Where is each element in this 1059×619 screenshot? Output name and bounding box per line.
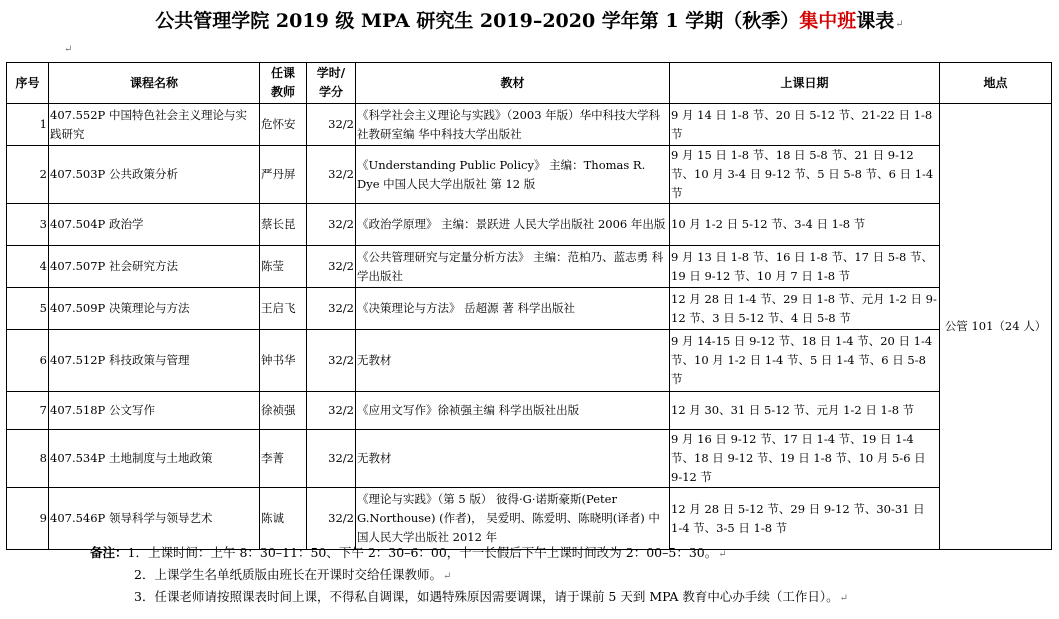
- hours-credits: 32/2: [307, 430, 356, 488]
- location-cell: 公管 101（24 人）: [940, 104, 1052, 550]
- row-number: 9: [7, 488, 49, 550]
- teacher-name: 徐祯强: [260, 392, 307, 430]
- header-hours: [307, 63, 356, 104]
- table-row: [7, 392, 1052, 430]
- class-dates: 12 月 28 日 1-4 节、29 日 1-8 节、元月 1-2 日 9-12 节、3 日 5-12 节、4 日 5-8 节: [670, 288, 940, 330]
- teacher-name: 李菁: [260, 430, 307, 488]
- table-row: [7, 146, 1052, 204]
- table-row: [7, 104, 1052, 146]
- teacher-name: 王启飞: [260, 288, 307, 330]
- note-text: 3．任课老师请按照课表时间上课，不得私自调课，如遇特殊原因需要调课，请于课前 5 天到 MPA 教育中心办手续（工作日）。: [134, 589, 839, 604]
- course-name: 407.509P 决策理论与方法: [49, 288, 260, 330]
- textbook: 《决策理论与方法》 岳超源 著 科学出版社: [356, 288, 670, 330]
- hours-credits: 32/2: [307, 204, 356, 246]
- row-number: 1: [7, 104, 49, 146]
- course-name: 407.552P 中国特色社会主义理论与实践研究: [49, 104, 260, 146]
- table-row: [7, 330, 1052, 392]
- note-text: 1．上课时间：上午 8：30–11：50、下午 2：30–6：00，十一长假后下午上课时间改为 2：00–5：30。: [127, 545, 718, 560]
- course-name: 407.534P 土地制度与土地政策: [49, 430, 260, 488]
- row-number: 3: [7, 204, 49, 246]
- header-dates: 上课日期: [670, 63, 940, 104]
- hours-credits: 32/2: [307, 488, 356, 550]
- hours-credits: 32/2: [307, 246, 356, 288]
- paragraph-mark-icon: ↵: [64, 44, 73, 55]
- class-dates: 9 月 14 日 1-8 节、20 日 5-12 节、21-22 日 1-8 节: [670, 104, 940, 146]
- paragraph-mark-icon: ↵: [442, 571, 452, 582]
- class-dates: 10 月 1-2 日 5-12 节、3-4 日 1-8 节: [670, 204, 940, 246]
- schedule-table: [6, 62, 1052, 550]
- teacher-name: 严丹屏: [260, 146, 307, 204]
- header-hours-line1: 学时/: [316, 66, 346, 80]
- course-name: 407.518P 公文写作: [49, 392, 260, 430]
- note-3: [90, 587, 848, 609]
- note-1: [90, 543, 848, 565]
- header-teacher: [260, 63, 307, 104]
- textbook: 《应用文写作》徐祯强主编 科学出版社出版: [356, 392, 670, 430]
- notes-label: 备注：: [90, 545, 128, 560]
- teacher-name: 钟书华: [260, 330, 307, 392]
- header-no: 序号: [7, 63, 49, 104]
- notes: [90, 543, 848, 609]
- course-name: 407.546P 领导科学与领导艺术: [49, 488, 260, 550]
- course-name: 407.504P 政治学: [49, 204, 260, 246]
- row-number: 6: [7, 330, 49, 392]
- textbook: 《科学社会主义理论与实践》（2003 年版）华中科技大学科社教研室编 华中科技大学出版社: [356, 104, 670, 146]
- textbook: 《政治学原理》 主编：景跃进 人民大学出版社 2006 年出版: [356, 204, 670, 246]
- paragraph-mark-icon: ↵: [839, 593, 849, 604]
- table-row: [7, 204, 1052, 246]
- course-name: 407.503P 公共政策分析: [49, 146, 260, 204]
- hours-credits: 32/2: [307, 146, 356, 204]
- row-number: 4: [7, 246, 49, 288]
- hours-credits: 32/2: [307, 288, 356, 330]
- row-number: 8: [7, 430, 49, 488]
- class-dates: 12 月 28 日 5-12 节、29 日 9-12 节、30-31 日 1-4 节、3-5 日 1-8 节: [670, 488, 940, 550]
- header-teacher-line1: 任课: [270, 66, 295, 80]
- table-row: [7, 288, 1052, 330]
- title-suffix: 课表: [856, 10, 895, 32]
- textbook: 无教材: [356, 430, 670, 488]
- class-dates: 9 月 15 日 1-8 节、18 日 5-8 节、21 日 9-12 节、10 月 3-4 日 9-12 节、5 日 5-8 节、6 日 1-4 节: [670, 146, 940, 204]
- paragraph-mark-icon: ↵: [718, 549, 727, 560]
- title-highlight: 集中班: [799, 10, 857, 32]
- teacher-name: 陈莹: [260, 246, 307, 288]
- title-dash: –: [532, 10, 543, 32]
- textbook: 《公共管理研究与定量分析方法》 主编：范柏乃、蓝志勇 科学出版社: [356, 246, 670, 288]
- header-book: 教材: [356, 63, 670, 104]
- textbook: 无教材: [356, 330, 670, 392]
- class-dates: 9 月 16 日 9-12 节、17 日 1-4 节、19 日 1-4 节、18 日 9-12 节、19 日 1-8 节、10 月 5-6 日 9-12 节: [670, 430, 940, 488]
- course-name: 407.507P 社会研究方法: [49, 246, 260, 288]
- class-dates: 12 月 30、31 日 5-12 节、元月 1-2 日 1-8 节: [670, 392, 940, 430]
- table-row: [7, 430, 1052, 488]
- table-row: [7, 246, 1052, 288]
- title-prefix: 公共管理学院 2019 级 MPA 研究生 2019: [155, 10, 533, 32]
- paragraph-mark-icon: ↵: [895, 19, 904, 30]
- row-number: 5: [7, 288, 49, 330]
- table-header-row: [7, 63, 1052, 104]
- hours-credits: 32/2: [307, 330, 356, 392]
- row-number: 2: [7, 146, 49, 204]
- row-number: 7: [7, 392, 49, 430]
- teacher-name: 蔡长昆: [260, 204, 307, 246]
- title-middle: 2020 学年第 1 学期（秋季）: [542, 10, 800, 32]
- teacher-name: 危怀安: [260, 104, 307, 146]
- hours-credits: 32/2: [307, 104, 356, 146]
- header-hours-line2: 学分: [318, 85, 343, 99]
- textbook: 《理论与实践》（第 5 版） 彼得·G·诺斯豪斯(Peter G.Northouse) (作者)， 吴爱明、陈爱明、陈晓明(译者) 中国人民大学出版社 2012 年: [356, 488, 670, 550]
- class-dates: 9 月 13 日 1-8 节、16 日 1-8 节、17 日 5-8 节、19 日 9-12 节、10 月 7 日 1-8 节: [670, 246, 940, 288]
- header-teacher-line2: 教师: [270, 85, 295, 99]
- class-dates: 9 月 14-15 日 9-12 节、18 日 1-4 节、20 日 1-4 节、10 月 1-2 日 1-4 节、5 日 1-4 节、6 日 5-8 节: [670, 330, 940, 392]
- page-title: [0, 6, 1059, 33]
- header-location: 地点: [940, 63, 1052, 104]
- table-row: [7, 488, 1052, 550]
- course-name: 407.512P 科技政策与管理: [49, 330, 260, 392]
- hours-credits: 32/2: [307, 392, 356, 430]
- note-2: [90, 565, 848, 587]
- note-text: 2．上课学生名单纸质版由班长在开课时交给任课教师。: [134, 567, 442, 582]
- teacher-name: 陈诚: [260, 488, 307, 550]
- textbook: 《Understanding Public Policy》 主编：Thomas R. Dye 中国人民大学出版社 第 12 版: [356, 146, 670, 204]
- header-name: 课程名称: [49, 63, 260, 104]
